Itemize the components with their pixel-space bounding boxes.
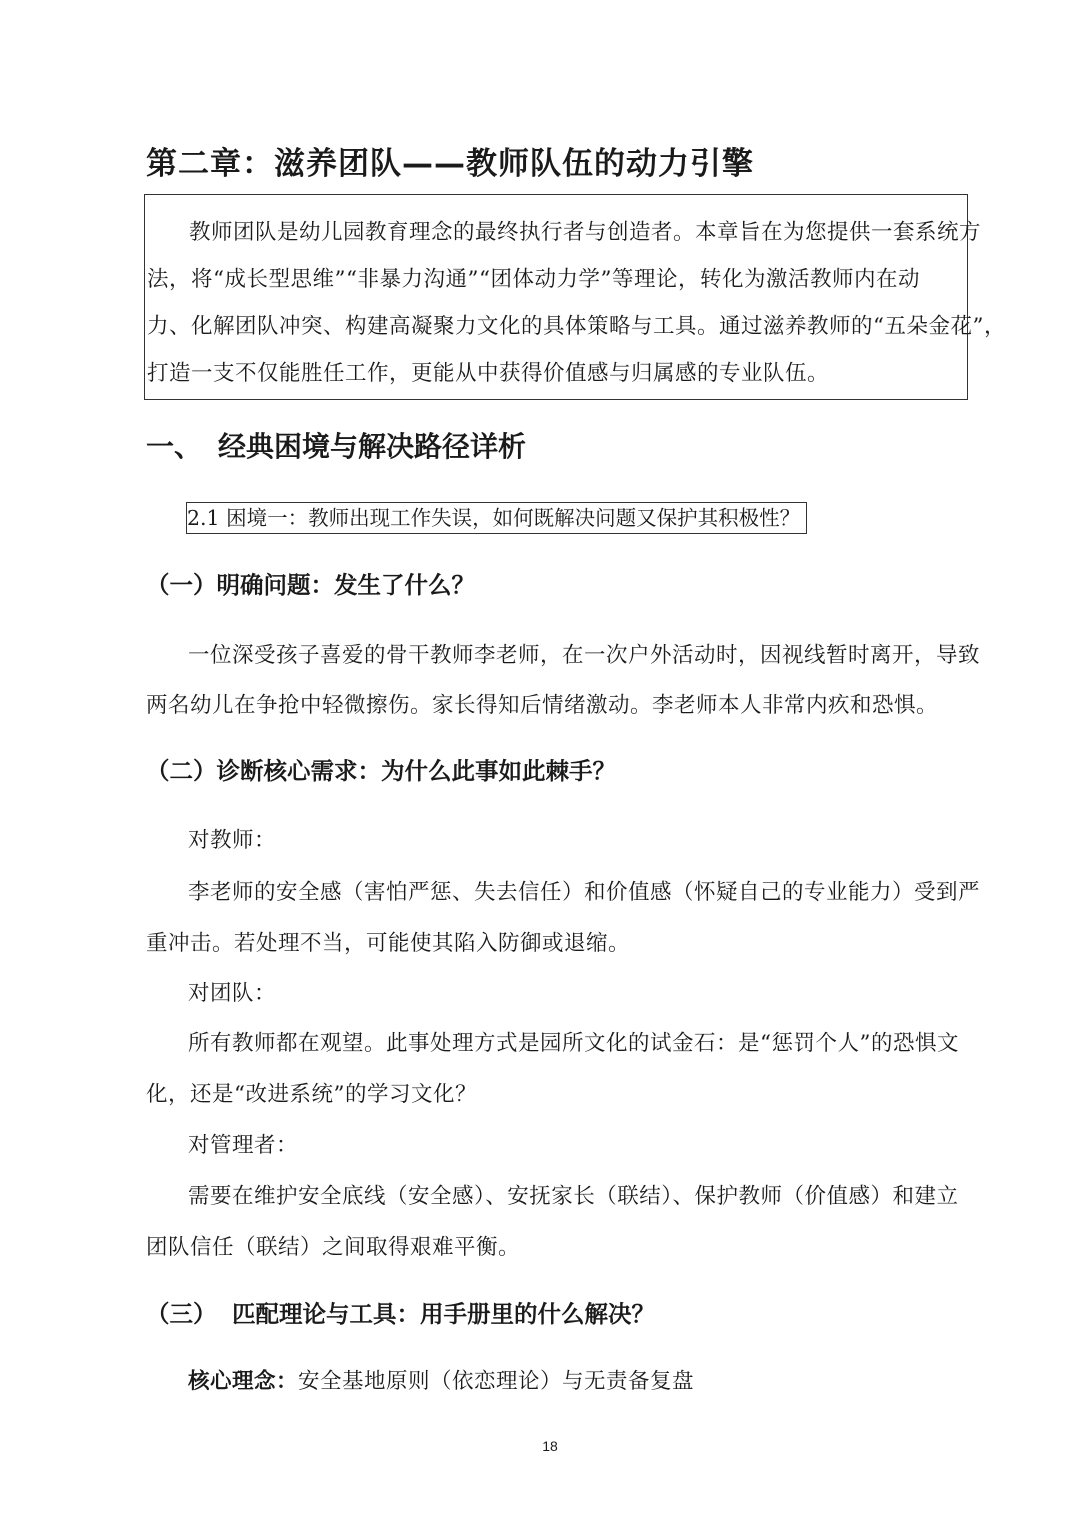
part-two-heading (146, 752, 616, 786)
part-two-number: （二） (146, 757, 217, 785)
teacher-label: 对教师： (188, 828, 277, 853)
subsection-title-box: 2.1 困境一：教师出现工作失误，如何既解决问题又保护其积极性？ (186, 502, 807, 534)
core-concept-line (188, 1364, 694, 1395)
part-one-title: 明确问题：发生了什么？ (216, 571, 475, 599)
core-concept-text: 安全基地原则（依恋理论）与无责备复盘 (298, 1369, 695, 1394)
team-label: 对团队： (188, 981, 277, 1006)
part-one-heading (146, 566, 475, 600)
paragraph-line: 李老师的安全感（害怕严惩、失去信任）和价值感（怀疑自己的专业能力）受到严 (188, 880, 981, 905)
part-one-number: （一） (146, 571, 217, 599)
manager-label: 对管理者： (188, 1133, 299, 1158)
paragraph-line: 重冲击。若处理不当，可能使其陷入防御或退缩。 (146, 931, 631, 956)
paragraph-line: 化，还是“改进系统”的学习文化？ (146, 1082, 477, 1107)
part-three-number: （三） (146, 1300, 217, 1328)
intro-line: 教师团队是幼儿园教育理念的最终执行者与创造者。本章旨在为您提供一套系统方 (189, 220, 982, 245)
part-two-title: 诊断核心需求：为什么此事如此棘手？ (216, 757, 616, 785)
paragraph-line: 团队信任（联结）之间取得艰难平衡。 (146, 1235, 521, 1260)
paragraph-line: 一位深受孩子喜爱的骨干教师李老师，在一次户外活动时，因视线暂时离开，导致 (188, 643, 981, 668)
intro-line: 法，将“成长型思维”“非暴力沟通”“团体动力学”等理论，转化为激活教师内在动 (147, 267, 920, 292)
paragraph-line: 两名幼儿在争抢中轻微擦伤。家长得知后情绪激动。李老师本人非常内疚和恐惧。 (146, 693, 939, 718)
chapter-intro-box (144, 194, 1006, 400)
paragraph-line: 所有教师都在观望。此事处理方式是园所文化的试金石：是“惩罚个人”的恐惧文 (188, 1031, 959, 1056)
part-three-title: 匹配理论与工具：用手册里的什么解决？ (232, 1300, 655, 1328)
intro-line: 打造一支不仅能胜任工作，更能从中获得价值感与归属感的专业队伍。 (147, 361, 830, 386)
part-three-heading (146, 1295, 655, 1329)
paragraph-line: 需要在维护安全底线（安全感）、安抚家长（联结）、保护教师（价值感）和建立 (188, 1184, 959, 1209)
intro-line: 力、化解团队冲突、构建高凝聚力文化的具体策略与工具。通过滋养教师的“五朵金花”， (147, 314, 1006, 339)
core-concept-label: 核心理念： (188, 1369, 299, 1394)
section-title: 经典困境与解决路径详析 (218, 430, 527, 463)
section-heading (146, 425, 526, 465)
section-number: 一、 (146, 430, 203, 463)
page-number: 18 (542, 1438, 558, 1454)
chapter-title: 第二章：滋养团队——教师队伍的动力引擎 (146, 146, 754, 182)
